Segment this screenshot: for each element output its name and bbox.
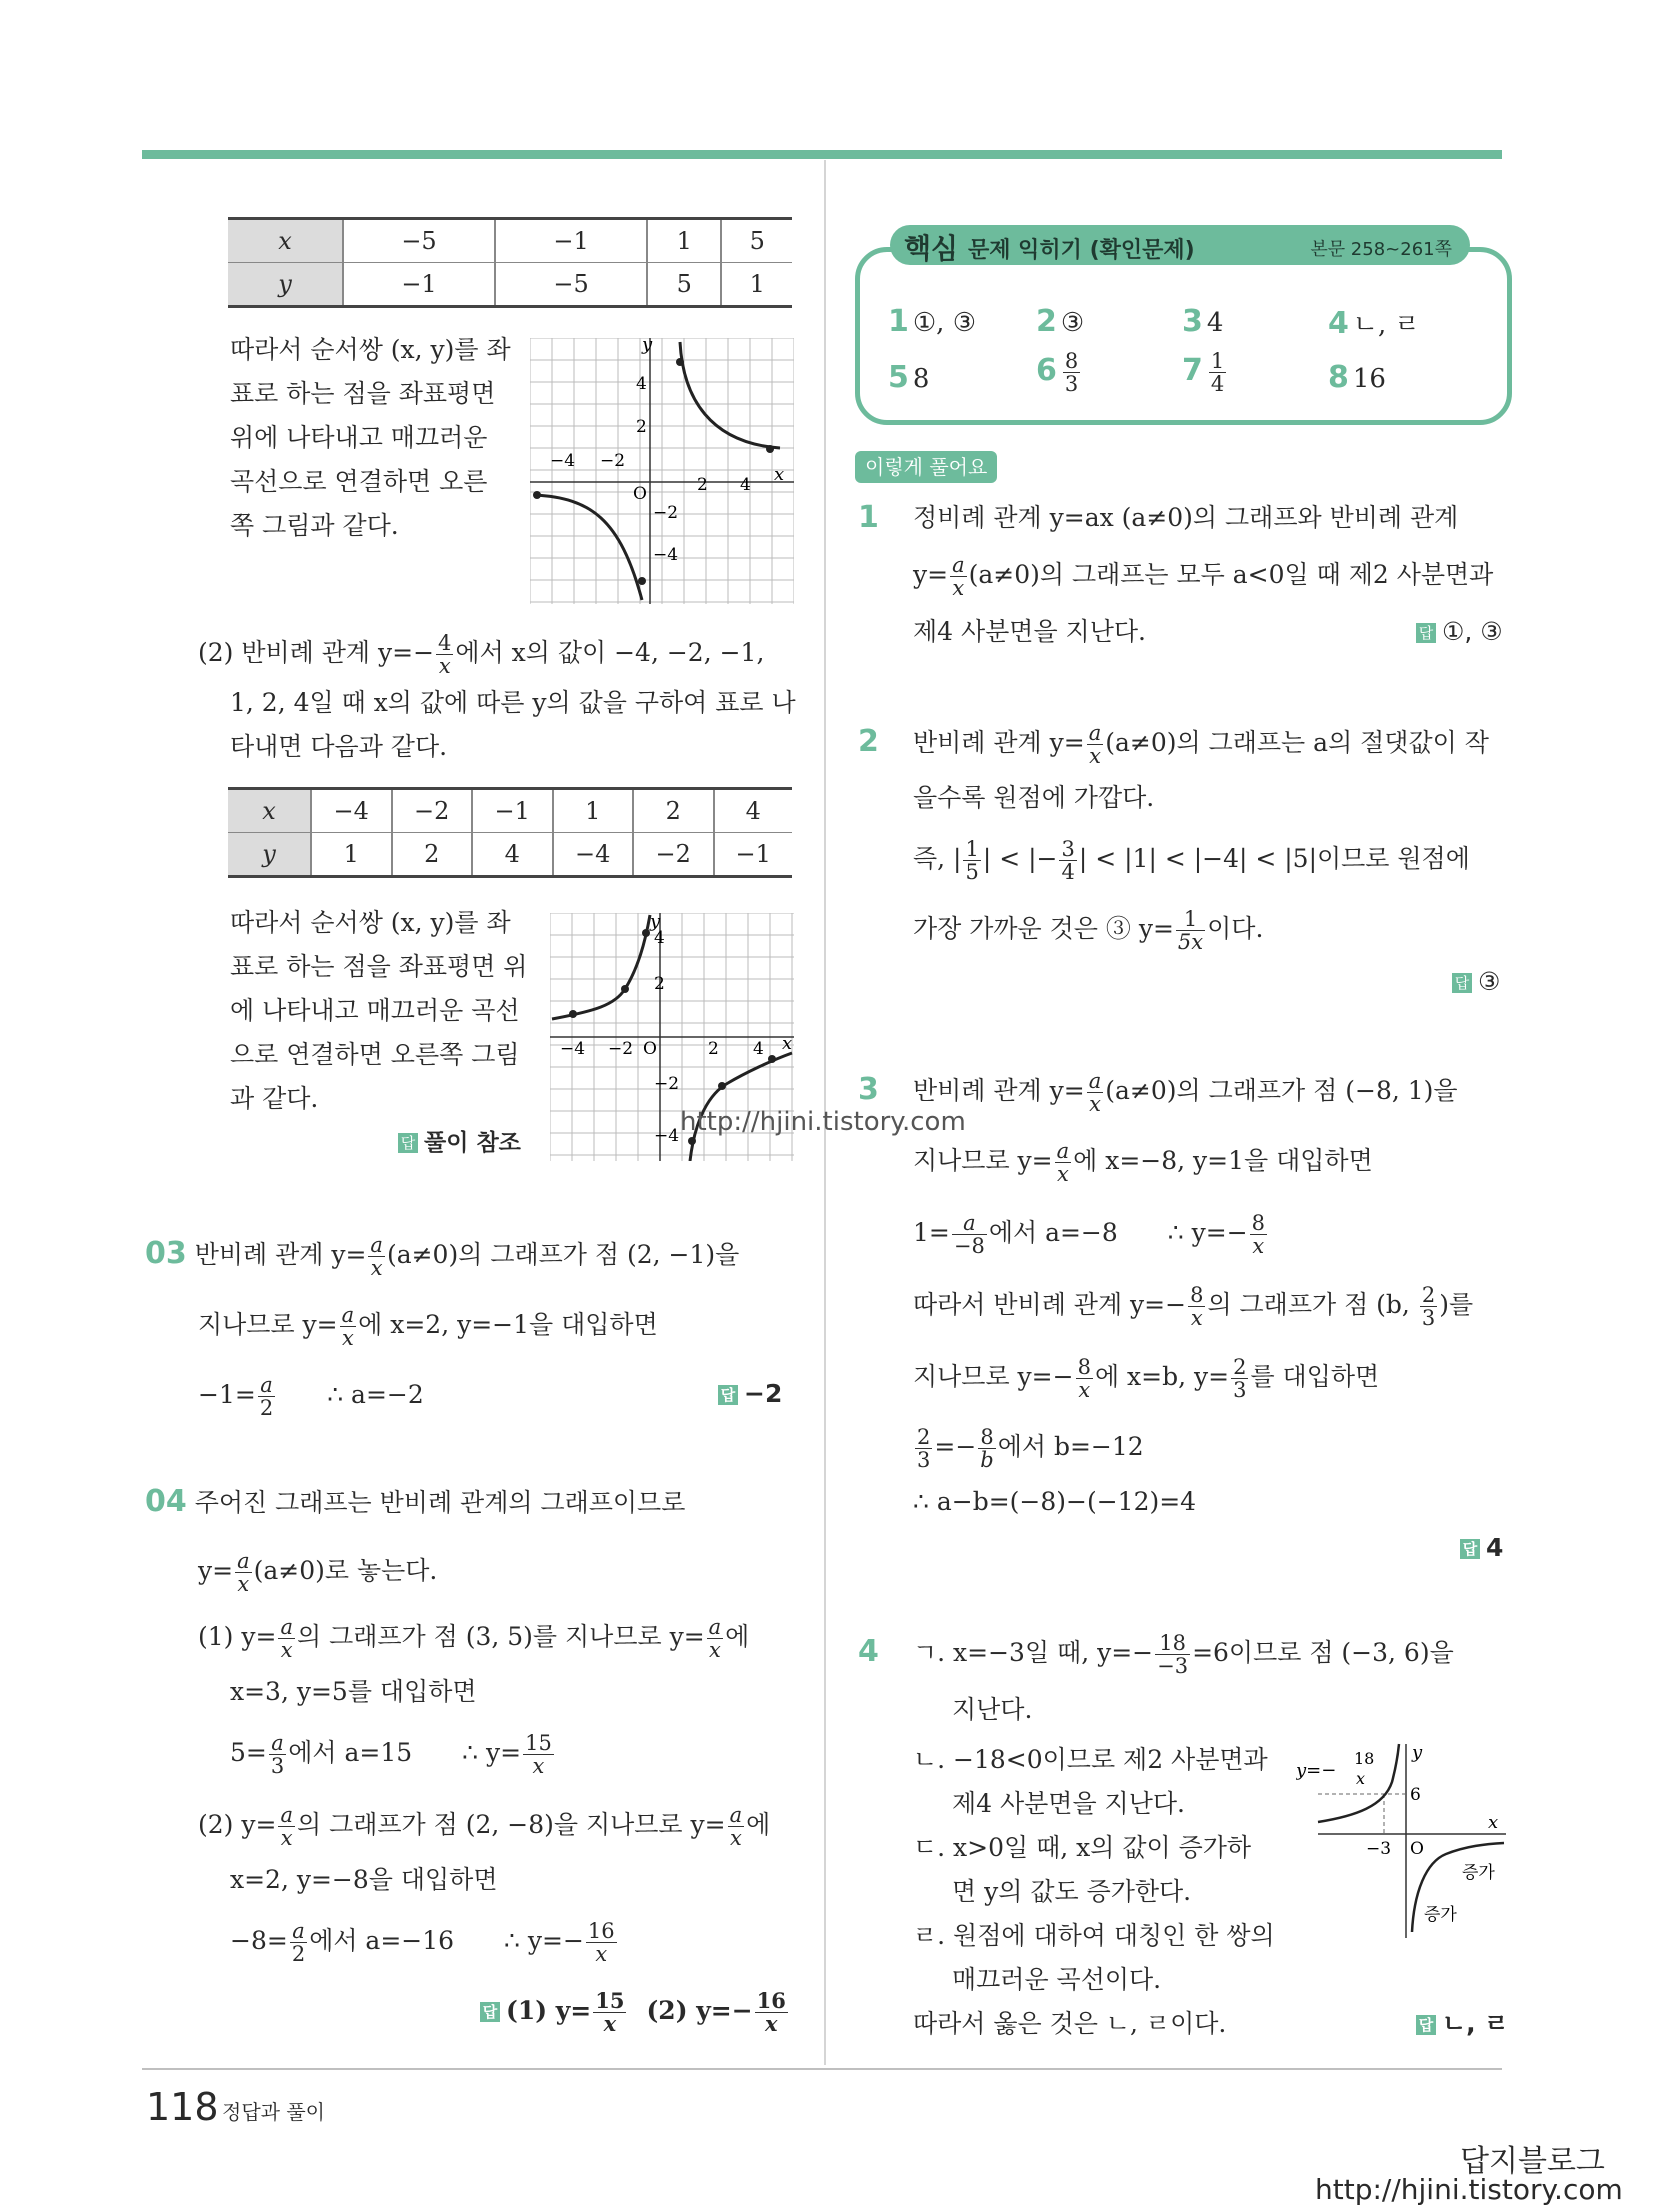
- svg-text:O: O: [643, 1039, 657, 1059]
- graph3-hyperbola: [1296, 1742, 1506, 1938]
- svg-text:2: 2: [636, 417, 647, 437]
- value-table-2: x −4 −2 −1 1 2 4 y 1 2 4 −4 −2 −1: [228, 787, 792, 878]
- svg-text:6: 6: [1410, 1785, 1421, 1805]
- svg-text:−4: −4: [550, 451, 576, 471]
- svg-text:x: x: [1488, 1812, 1499, 1833]
- svg-text:y: y: [642, 338, 653, 355]
- svg-text:y: y: [1412, 1742, 1423, 1763]
- table-cell: 4: [714, 789, 793, 833]
- table-cell: −5: [495, 263, 647, 307]
- table-cell: 1: [311, 833, 392, 877]
- table-cell: −4: [311, 789, 392, 833]
- svg-text:−4: −4: [653, 545, 679, 565]
- svg-text:4: 4: [753, 1039, 764, 1059]
- svg-text:4: 4: [654, 928, 665, 948]
- svg-text:y: y: [650, 913, 661, 932]
- table-cell: 2: [392, 833, 473, 877]
- table-cell: 5: [721, 219, 792, 263]
- page-number: 118: [146, 2085, 219, 2129]
- svg-text:−2: −2: [608, 1039, 634, 1059]
- answer-see-solution: 답 풀이 참조: [398, 1123, 521, 1163]
- svg-text:y=−: y=−: [1296, 1760, 1337, 1781]
- table-cell: 4: [472, 833, 553, 877]
- table-cell: 5: [647, 263, 721, 307]
- svg-text:x: x: [1356, 1769, 1366, 1788]
- svg-text:−4: −4: [560, 1039, 586, 1059]
- watermark-url: http://hjini.tistory.com: [680, 1107, 966, 1137]
- svg-text:−2: −2: [653, 503, 679, 523]
- corner-blog-name: 답지블로그: [1460, 2144, 1605, 2179]
- table-cell: −1: [472, 789, 553, 833]
- table-cell: −2: [633, 833, 714, 877]
- table-cell: −4: [553, 833, 634, 877]
- top-accent-bar: [142, 150, 1502, 159]
- svg-text:−3: −3: [1366, 1839, 1392, 1859]
- svg-text:O: O: [633, 484, 647, 504]
- table-cell: 1: [553, 789, 634, 833]
- svg-text:4: 4: [740, 475, 751, 495]
- table-cell: 1: [647, 219, 721, 263]
- footer-label: 정답과 풀이: [222, 2100, 325, 2124]
- svg-text:4: 4: [636, 374, 647, 394]
- table-cell: −1: [343, 263, 495, 307]
- table-cell: 2: [633, 789, 714, 833]
- svg-text:x: x: [782, 1033, 793, 1054]
- table-cell: −2: [392, 789, 473, 833]
- svg-text:증가: 증가: [1462, 1863, 1495, 1883]
- table-cell: −5: [343, 219, 495, 263]
- table-cell: −1: [714, 833, 793, 877]
- value-table-1: x −5 −1 1 5 y −1 −5 5 1: [228, 217, 792, 308]
- table-cell: 1: [721, 263, 792, 307]
- table-cell: −1: [495, 219, 647, 263]
- svg-text:−4: −4: [654, 1126, 680, 1146]
- svg-text:−2: −2: [654, 1074, 680, 1094]
- svg-text:2: 2: [697, 475, 708, 495]
- svg-text:증가: 증가: [1424, 1905, 1457, 1925]
- svg-text:−2: −2: [600, 451, 626, 471]
- svg-text:18: 18: [1354, 1749, 1375, 1768]
- corner-blog-url: http://hjini.tistory.com: [1315, 2173, 1623, 2206]
- svg-text:x: x: [774, 464, 785, 485]
- graph1-hyperbola: [530, 338, 794, 604]
- solution-tag: 이렇게 풀어요: [855, 451, 997, 483]
- svg-text:2: 2: [654, 974, 665, 994]
- svg-text:2: 2: [708, 1039, 719, 1059]
- svg-text:O: O: [1410, 1839, 1424, 1859]
- footer-rule: [142, 2068, 1502, 2070]
- key-answers-header: 핵심 문제 익히기 (확인문제) 본문 258~261쪽: [890, 225, 1470, 265]
